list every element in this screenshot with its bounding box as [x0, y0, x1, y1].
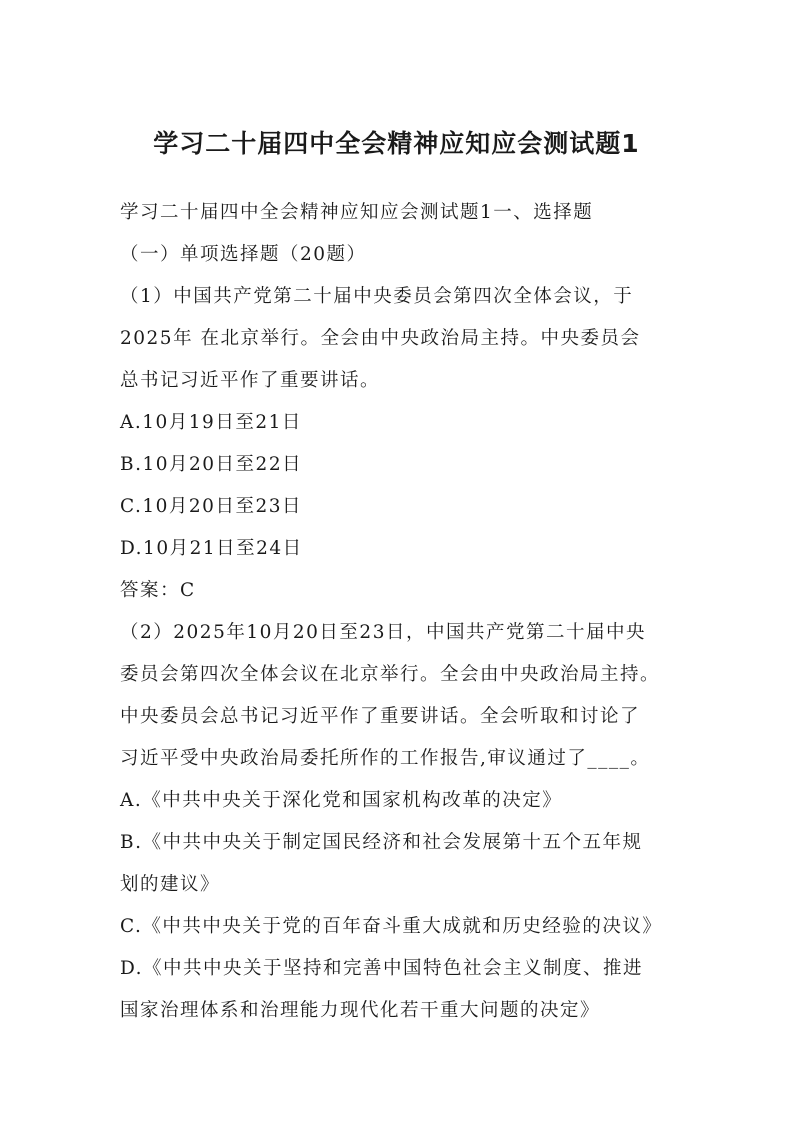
option-b-continued: 划的建议》: [120, 874, 221, 895]
page-title: 学习二十届四中全会精神应知应会测试题1: [153, 129, 640, 158]
section-heading: （一）单项选择题（20题）: [120, 244, 367, 265]
option-b: B.《中共中央关于制定国民经济和社会发展第十五个五年规: [120, 832, 643, 853]
question-text-line: 习近平受中央政治局委托所作的工作报告,审议通过了____。: [120, 748, 651, 769]
question-text-line: 委员会第四次全体会议在北京举行。全会由中央政治局主持。: [120, 664, 661, 685]
option-d-continued: 国家治理体系和治理能力现代化若干重大问题的决定》: [120, 1000, 601, 1021]
option-d: D.10月21日至24日: [120, 538, 303, 559]
option-c: C.10月20日至23日: [120, 496, 302, 517]
option-a: A.10月19日至21日: [120, 412, 302, 433]
option-a: A.《中共中央关于深化党和国家机构改革的决定》: [120, 790, 563, 811]
intro-line: 学习二十届四中全会精神应知应会测试题1一、选择题: [120, 202, 594, 223]
question-1: [120, 276, 680, 612]
question-text-line: 中央委员会总书记习近平作了重要讲话。全会听取和讨论了: [120, 706, 641, 727]
document-body: [120, 192, 680, 1032]
option-d: D.《中共中央关于坚持和完善中国特色社会主义制度、推进: [120, 958, 644, 979]
question-text-line: 总书记习近平作了重要讲话。: [120, 370, 381, 391]
question-2: [120, 612, 680, 1032]
question-text-line: 2025年 在北京举行。全会由中央政治局主持。中央委员会: [120, 328, 641, 349]
question-text-line: （1）中国共产党第二十届中央委员会第四次全体会议，于: [120, 286, 634, 307]
question-text-line: （2）2025年10月20日至23日，中国共产党第二十届中央: [120, 622, 646, 643]
answer-line: 答案：C: [120, 580, 196, 601]
option-b: B.10月20日至22日: [120, 454, 303, 475]
option-c: C.《中共中央关于党的百年奋斗重大成就和历史经验的决议》: [120, 916, 663, 937]
